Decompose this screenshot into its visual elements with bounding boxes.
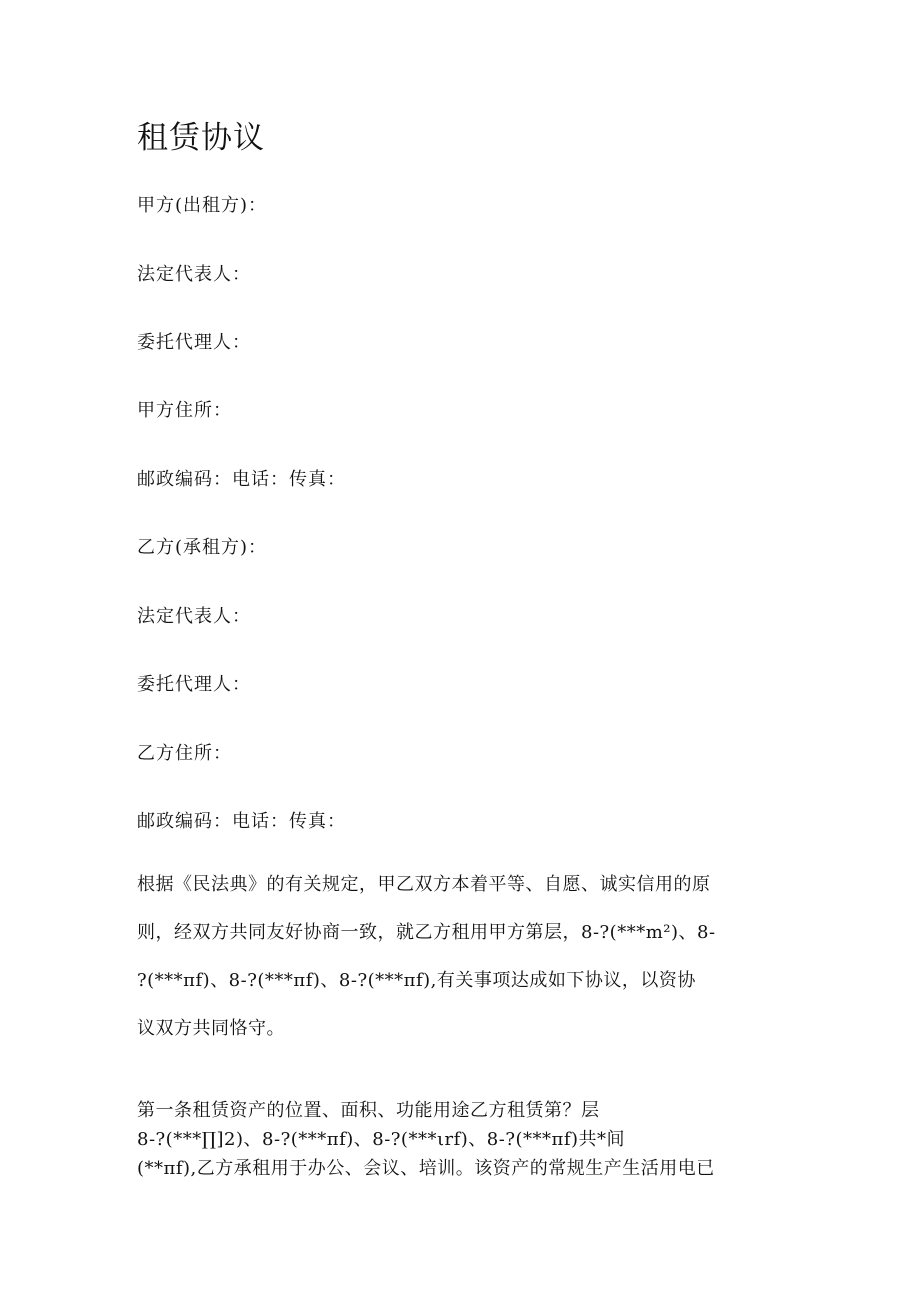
lessor-legal-representative-field: 法定代表人： [137, 264, 251, 285]
intro-line: 议双方共同恪守。 [137, 1018, 285, 1039]
lessor-address-field: 甲方住所： [137, 400, 232, 421]
lessor-agent-field: 委托代理人： [137, 332, 251, 353]
lessee-legal-representative-field: 法定代表人： [137, 606, 251, 627]
lessee-contact-field: 邮政编码：电话：传真： [137, 811, 346, 832]
intro-line: 则，经双方共同友好协商一致，就乙方租用甲方第层，8-?(***m²)、8- [137, 922, 716, 943]
document-title: 租赁协议 [137, 120, 265, 156]
article-1-paragraph [137, 1096, 787, 1183]
intro-line: ?(***πf)、8-?(***πf)、8-?(***πf),有关事项达成如下协议，以资协 [137, 970, 696, 991]
intro-line: 根据《民法典》的有关规定，甲乙双方本着平等、自愿、诚实信用的原 [137, 874, 711, 895]
lessor-contact-field: 邮政编码：电话：传真： [137, 469, 346, 490]
lessor-field: 甲方(出租方)： [137, 195, 268, 216]
intro-paragraph [137, 861, 787, 1053]
article-line: 8-?(***∏]2)、8-?(***πf)、8-?(***ιrf)、8-?(***πf)共*间 [137, 1129, 626, 1150]
article-line: 第一条租赁资产的位置、面积、功能用途乙方租赁第？层 [137, 1100, 600, 1121]
lessee-field: 乙方(承租方)： [137, 537, 268, 558]
lessee-agent-field: 委托代理人： [137, 674, 251, 695]
article-line: (**πf),乙方承租用于办公、会议、培训。该资产的常规生产生活用电已 [137, 1158, 715, 1179]
lessee-address-field: 乙方住所： [137, 743, 232, 764]
